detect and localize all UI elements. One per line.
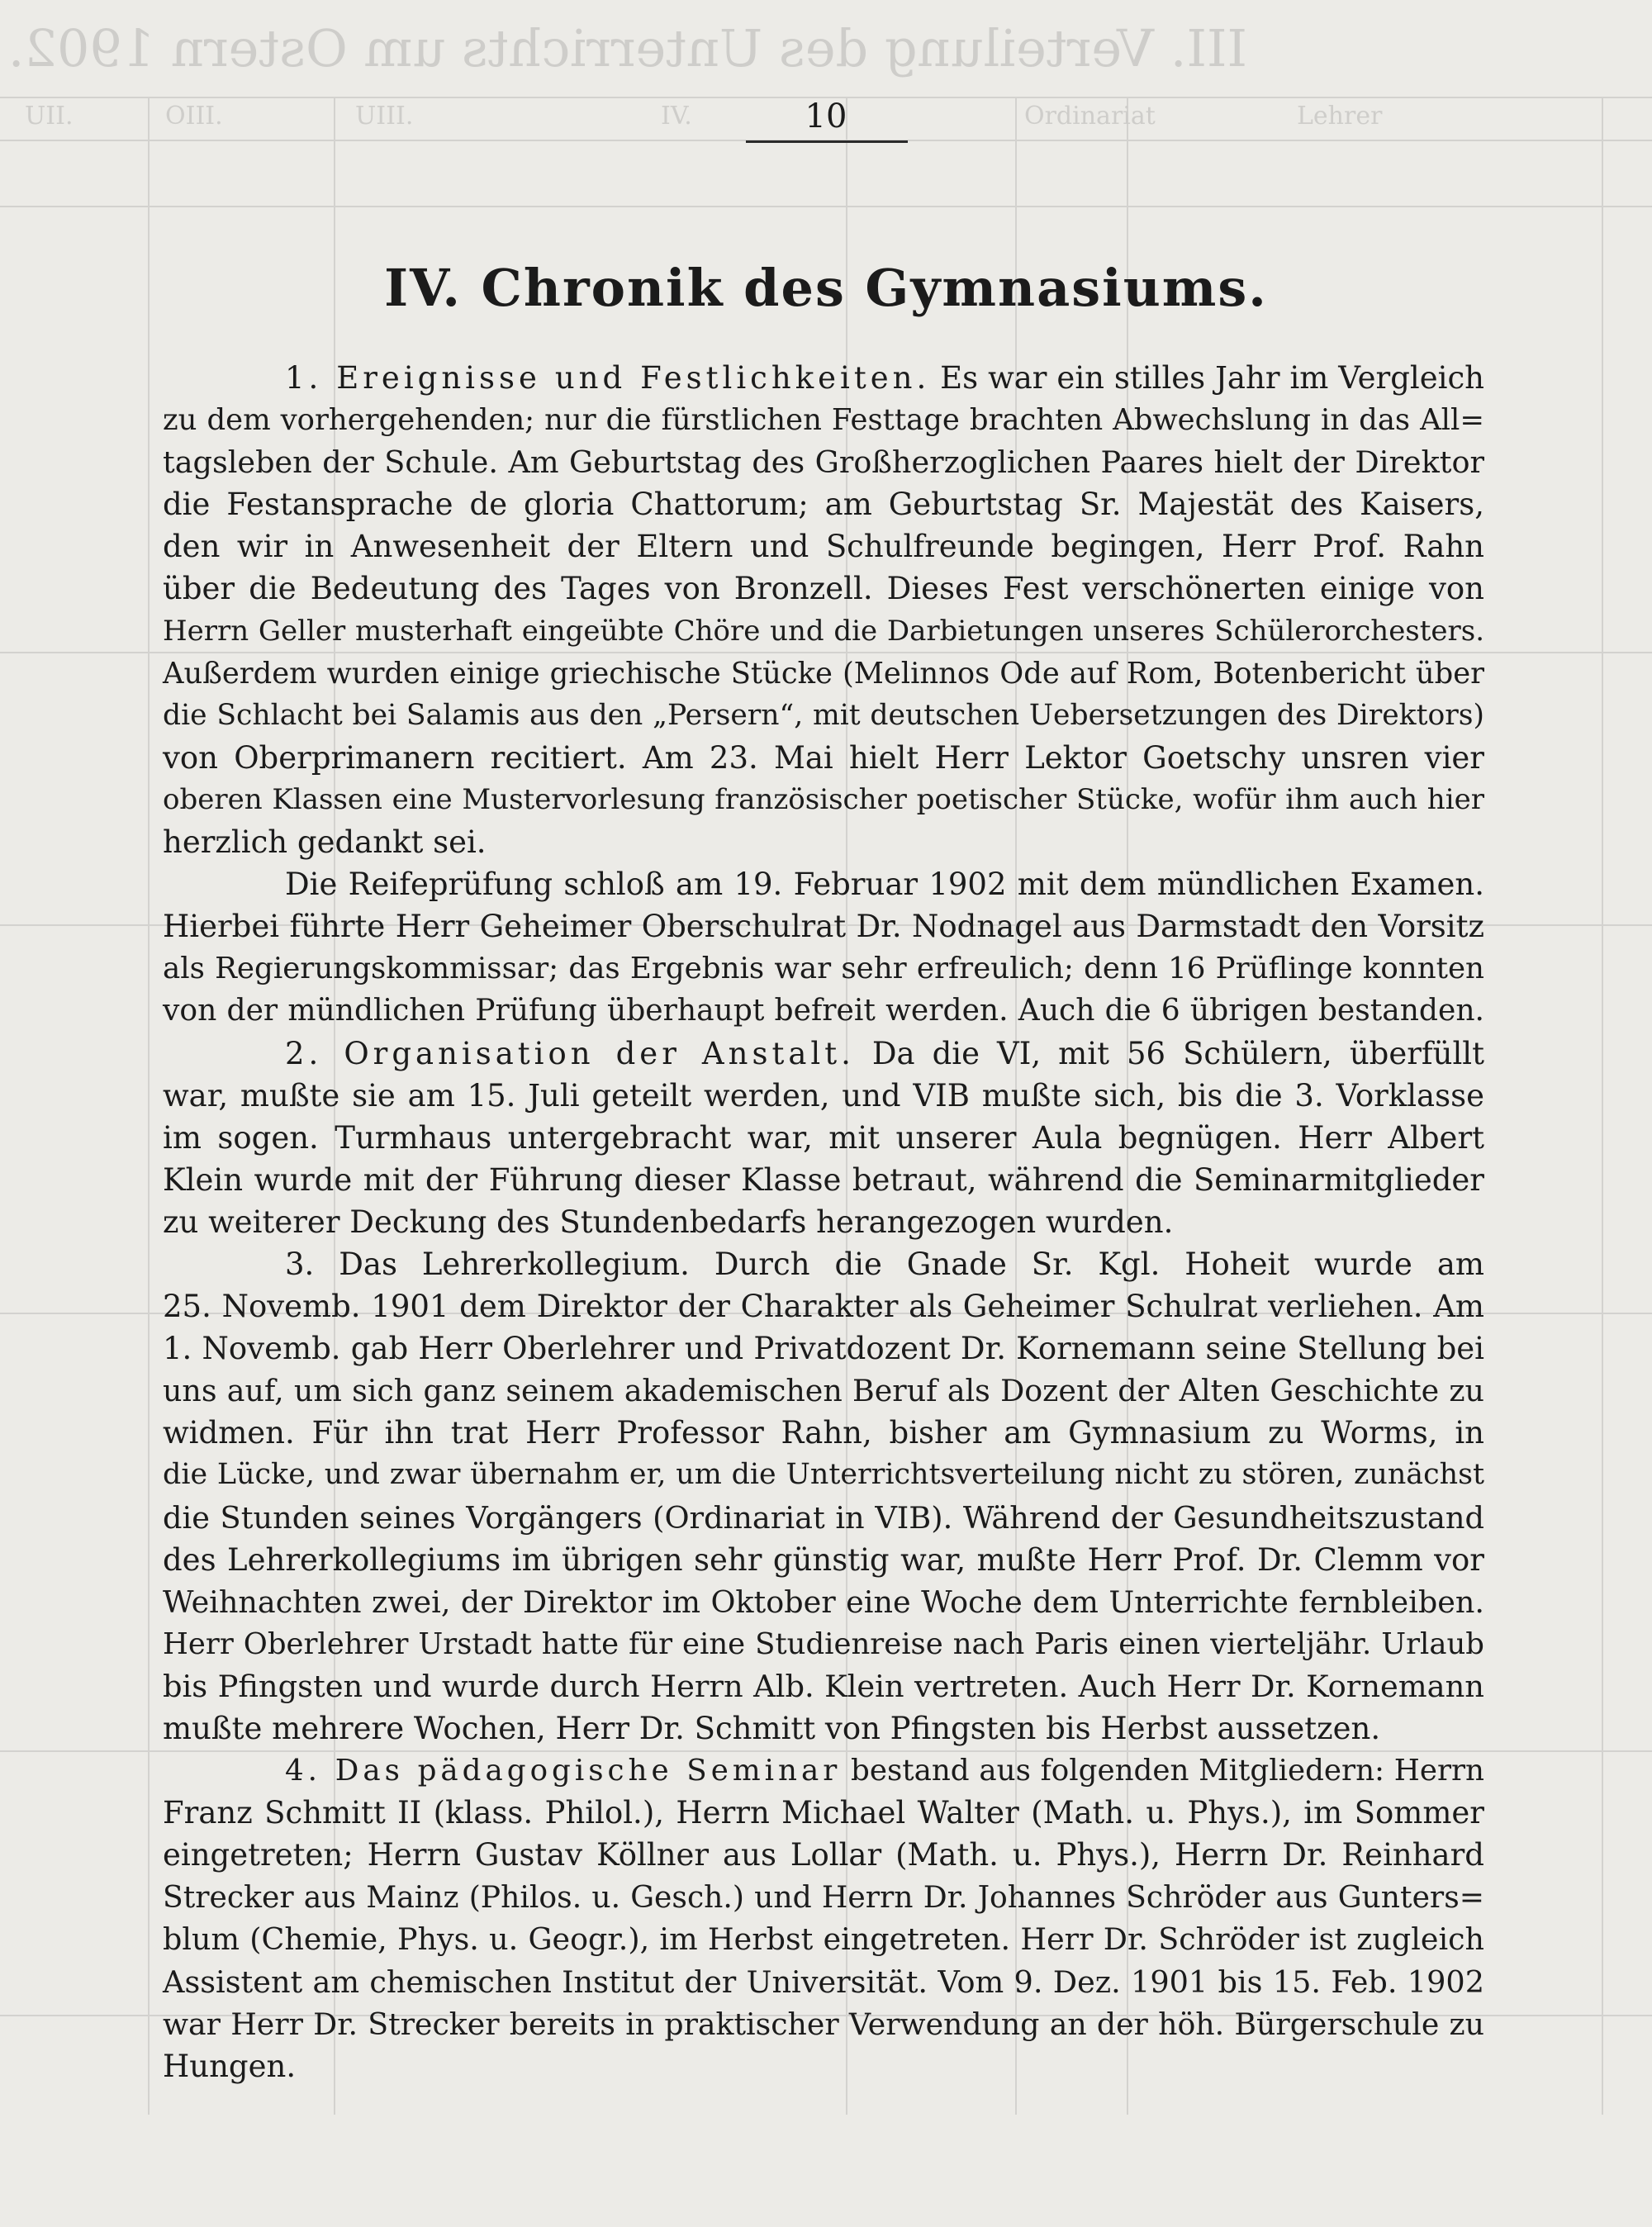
text-line: Franz Schmitt II (klass. Philol.), Herrn Michael Walter (Math. u. Phys.), im Sommer bbox=[163, 1795, 1484, 1831]
text-line: Hierbei führte Herr Geheimer Oberschulrat Dr. Nodnagel aus Darmstadt den Vorsitz bbox=[163, 909, 1484, 945]
text-line: Herrn Geller musterhaft eingeübte Chöre und die Darbietungen unseres Schülerorchesters. bbox=[163, 614, 1484, 648]
bleed-through-label: IV. bbox=[661, 102, 692, 131]
bleed-through-label: Lehrer bbox=[1297, 102, 1383, 131]
section-title: 1. Ereignisse und Festlichkeiten. bbox=[285, 360, 931, 396]
text-line bbox=[163, 1033, 1484, 1075]
text-line: über die Bedeutung des Tages von Bronzell. Dieses Fest verschönerten einige von bbox=[163, 571, 1484, 607]
text-line bbox=[163, 1750, 1484, 1792]
bleed-through-header: III. Verteilung des Unterrichts um Ostern 1902. bbox=[7, 18, 1247, 78]
text-line: Strecker aus Mainz (Philos. u. Gesch.) und Herrn Dr. Johannes Schröder aus Gunters= bbox=[163, 1879, 1484, 1916]
text-line: 25. Novemb. 1901 dem Direktor der Charakter als Geheimer Schulrat verliehen. Am bbox=[163, 1289, 1484, 1325]
chapter-heading: IV. Chronik des Gymnasiums. bbox=[384, 258, 1268, 318]
text-line: Klein wurde mit der Führung dieser Klasse betraut, während die Seminarmitglieder bbox=[163, 1161, 1484, 1198]
text-line: den wir in Anwesenheit der Eltern und Schulfreunde begingen, Herr Prof. Rahn bbox=[163, 529, 1484, 565]
text-line: die Festansprache de gloria Chattorum; am Geburtstag Sr. Majestät des Kaisers, bbox=[163, 487, 1484, 523]
text-line: des Lehrerkollegiums im übrigen sehr günstig war, mußte Herr Prof. Dr. Clemm vor bbox=[163, 1541, 1484, 1578]
text-line: tagsleben der Schule. Am Geburtstag des Großherzoglichen Paares hielt der Direktor bbox=[163, 444, 1484, 481]
text-line: die Schlacht bei Salamis aus den „Persern“, mit deutschen Uebersetzungen des Direktors) bbox=[163, 698, 1484, 732]
text-line: die Stunden seines Vorgängers (Ordinariat in VIB). Während der Gesundheitszustand bbox=[163, 1499, 1484, 1536]
text-line: Die Reifeprüfung schloß am 19. Februar 1902 mit dem mündlichen Examen. bbox=[285, 867, 1484, 903]
text-line: von Oberprimanern recitiert. Am 23. Mai hielt Herr Lektor Goetschy unsren vier bbox=[163, 739, 1484, 776]
text-line: von der mündlichen Prüfung überhaupt befreit werden. Auch die 6 übrigen bestanden. bbox=[163, 993, 1484, 1028]
text-run: Es war ein stilles Jahr im Vergleich bbox=[930, 360, 1484, 396]
text-line: zu weiterer Deckung des Stundenbedarfs herangezogen wurden. bbox=[163, 1204, 1174, 1240]
bleed-through-label: OIII. bbox=[165, 102, 223, 131]
section-title: 2. Organisation der Anstalt. bbox=[285, 1035, 855, 1071]
text-line bbox=[163, 357, 1484, 399]
section-title: 3. Das Lehrerkollegium. bbox=[285, 1246, 690, 1282]
text-run: Durch die Gnade Sr. Kgl. Hoheit wurde am bbox=[689, 1246, 1484, 1282]
text-line: war, mußte sie am 15. Juli geteilt werden, und VIB mußte sich, bis die 3. Vorklasse bbox=[163, 1077, 1484, 1114]
text-line: Herr Oberlehrer Urstadt hatte für eine Studienreise nach Paris einen vierteljähr. Urlaub bbox=[163, 1626, 1484, 1661]
text-line: im sogen. Turmhaus untergebracht war, mit unserer Aula begnügen. Herr Albert bbox=[163, 1119, 1484, 1156]
text-line: war Herr Dr. Strecker bereits in praktischer Verwendung an der höh. Bürgerschule zu bbox=[163, 2006, 1484, 2042]
text-line: eingetreten; Herrn Gustav Köllner aus Lollar (Math. u. Phys.), Herrn Dr. Reinhard bbox=[163, 1837, 1484, 1873]
bleed-through-label: UIII. bbox=[355, 102, 414, 131]
page-number-rule bbox=[746, 140, 908, 143]
text-line: uns auf, um sich ganz seinem akademischen Beruf als Dozent der Alten Geschichte zu bbox=[163, 1373, 1484, 1409]
text-line: bis Pfingsten und wurde durch Herrn Alb. Klein vertreten. Auch Herr Dr. Kornemann bbox=[163, 1668, 1484, 1704]
text-line: Außerdem wurden einige griechische Stücke (Melinnos Ode auf Rom, Botenbericht über bbox=[163, 656, 1484, 691]
text-line: zu dem vorhergehenden; nur die fürstlichen Festtage brachten Abwechslung in das All= bbox=[163, 403, 1484, 438]
text-line: 1. Novemb. gab Herr Oberlehrer und Privatdozent Dr. Kornemann seine Stellung bei bbox=[163, 1331, 1484, 1367]
text-line: oberen Klassen eine Mustervorlesung französischer poetischer Stücke, wofür ihm auch hier bbox=[163, 782, 1484, 816]
section-title: 4. Das pädagogische Seminar bbox=[285, 1754, 842, 1788]
text-line bbox=[163, 1243, 1484, 1285]
bleed-through-label: UII. bbox=[25, 102, 74, 131]
text-line: Assistent am chemischen Institut der Universität. Vom 9. Dez. 1901 bis 15. Feb. 1902 bbox=[163, 1963, 1484, 2000]
text-run: Da die VI, mit 56 Schülern, überfüllt bbox=[854, 1035, 1484, 1071]
chronicle-body bbox=[163, 357, 1484, 2087]
page-number: 10 bbox=[805, 97, 847, 135]
text-line: widmen. Für ihn trat Herr Professor Rahn, bisher am Gymnasium zu Worms, in bbox=[163, 1415, 1484, 1451]
text-line: mußte mehrere Wochen, Herr Dr. Schmitt von Pfingsten bis Herbst aussetzen. bbox=[163, 1711, 1381, 1746]
text-line: blum (Chemie, Phys. u. Geogr.), im Herbst eingetreten. Herr Dr. Schröder ist zugleich bbox=[163, 1921, 1484, 1958]
text-run: bestand aus folgenden Mitgliedern: Herrn bbox=[841, 1754, 1485, 1788]
text-line: als Regierungskommissar; das Ergebnis war sehr erfreulich; denn 16 Prüflinge konnten bbox=[163, 952, 1484, 986]
text-line: die Lücke, und zwar übernahm er, um die Unterrichtsverteilung nicht zu stören, zunächst bbox=[163, 1458, 1484, 1492]
bleed-through-label: Ordinariat bbox=[1024, 102, 1156, 131]
text-line: Hungen. bbox=[163, 2048, 297, 2084]
text-line: Weihnachten zwei, der Direktor im Oktober eine Woche dem Unterrichte fernbleiben. bbox=[163, 1584, 1484, 1620]
text-line: herzlich gedankt sei. bbox=[163, 824, 487, 861]
